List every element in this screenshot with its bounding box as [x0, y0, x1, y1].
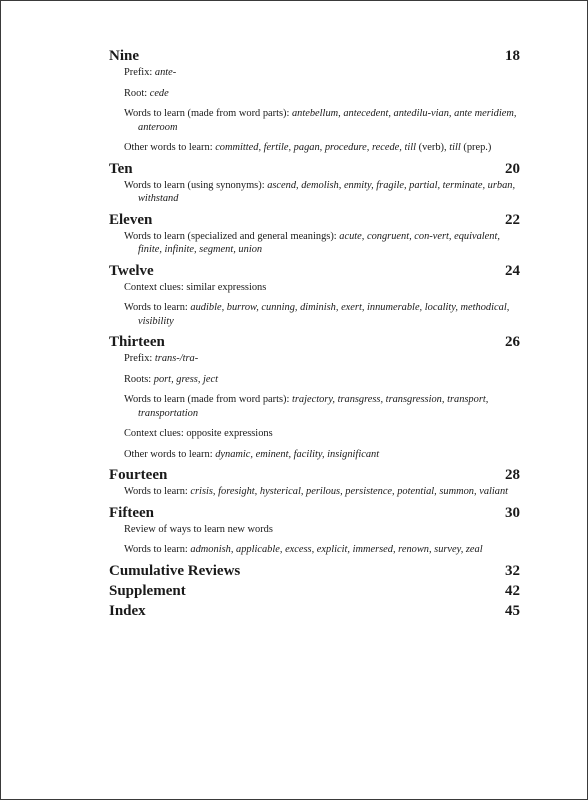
chapter-eleven: [109, 211, 520, 257]
chapter-page-number: 28: [505, 467, 520, 483]
chapter-page-number: 24: [505, 262, 520, 279]
chapter-heading: [109, 47, 520, 65]
toc-entry: [109, 87, 520, 101]
entry-suffix-2: (prep.): [460, 142, 492, 153]
chapter-page-number: 30: [505, 504, 520, 521]
section-cumulative-reviews: [109, 562, 520, 580]
entry-label: Roots:: [124, 373, 154, 385]
chapter-heading: [109, 333, 520, 351]
chapter-title: Fourteen: [109, 467, 168, 483]
chapter-ten: [109, 160, 520, 206]
toc-entry: [109, 107, 520, 134]
chapter-heading: [109, 160, 520, 178]
section-page-number: 45: [505, 602, 520, 619]
entry-words: ascend, demolish, enmity, fragile, partial, terminate, urban, withstand: [138, 179, 516, 204]
chapter-page-number: 26: [505, 334, 520, 350]
chapter-fifteen: [109, 504, 520, 557]
entry-label: Context clues: similar expressions: [124, 281, 267, 293]
chapter-title: Eleven: [109, 211, 153, 228]
entry-label: Words to learn (made from word parts):: [124, 394, 292, 405]
chapter-fourteen: [109, 466, 520, 499]
chapter-twelve: [109, 262, 520, 329]
entry-suffix: (verb),: [416, 142, 450, 153]
toc-entry: [109, 373, 520, 387]
section-heading: [109, 602, 520, 620]
chapter-page-number: 18: [505, 48, 520, 64]
entry-words: committed, fertile, pagan, procedure, recede, till: [215, 142, 417, 153]
entry-label: Context clues: opposite expressions: [124, 428, 273, 439]
entry-label: Other words to learn:: [124, 142, 216, 153]
entry-words: ante-: [154, 67, 177, 78]
chapter-page-number: 22: [505, 211, 520, 228]
entry-words: crisis, foresight, hysterical, perilous, persistence, potential, summon, valiant: [190, 486, 509, 497]
toc-entry: [109, 485, 520, 499]
entry-label: Words to learn (made from word parts):: [124, 108, 292, 119]
chapter-heading: [109, 211, 520, 229]
entry-words: trans-/tra-: [154, 353, 199, 364]
entry-label: Root:: [124, 87, 150, 99]
chapter-title: Thirteen: [109, 334, 165, 350]
toc-entry: [109, 352, 520, 366]
entry-words: audible, burrow, cunning, diminish, exert, innumerable, locality, methodical, visibility: [138, 302, 510, 327]
toc-entry: [109, 523, 520, 537]
section-heading: [109, 582, 520, 600]
section-title: Cumulative Reviews: [109, 562, 241, 579]
chapter-page-number: 20: [505, 160, 520, 177]
section-title: Supplement: [109, 582, 186, 599]
toc-entry: [109, 230, 520, 257]
entry-label: Words to learn:: [124, 302, 191, 313]
toc-entry: [109, 141, 520, 155]
entry-label: Words to learn:: [124, 486, 191, 497]
toc-entry: [109, 448, 520, 462]
entry-label: Other words to learn:: [124, 448, 216, 460]
chapter-nine: [109, 47, 520, 155]
section-index: [109, 602, 520, 620]
entry-words: antebellum, antecedent, antedilu-vian, ante meridiem, anteroom: [138, 108, 517, 133]
chapter-title: Nine: [109, 48, 139, 64]
entry-words: cede: [149, 87, 169, 99]
section-heading: [109, 562, 520, 580]
chapter-heading: [109, 262, 520, 280]
chapter-title: Twelve: [109, 262, 154, 279]
toc-entry: [109, 66, 520, 80]
table-of-contents: [109, 47, 520, 622]
toc-entry: [109, 543, 520, 557]
entry-words: trajectory, transgress, transgression, transport, transportation: [138, 394, 489, 419]
toc-entry: [109, 179, 520, 206]
back-matter: [109, 562, 520, 620]
chapter-thirteen: [109, 333, 520, 461]
section-page-number: 32: [505, 562, 520, 579]
entry-words: admonish, applicable, excess, explicit, immersed, renown, survey, zeal: [190, 544, 483, 555]
entry-words: port, gress, ject: [153, 373, 219, 385]
entry-label: Prefix:: [124, 67, 155, 78]
entry-words: acute, congruent, con-vert, equivalent, finite, infinite, segment, union: [138, 230, 500, 255]
chapter-heading: [109, 466, 520, 484]
entry-label: Words to learn:: [124, 544, 191, 555]
toc-entry: [109, 301, 520, 328]
chapter-heading: [109, 504, 520, 522]
entry-label: Words to learn (specialized and general meanings):: [124, 230, 340, 242]
toc-entry: [109, 393, 520, 420]
chapter-title: Fifteen: [109, 504, 154, 521]
chapter-title: Ten: [109, 160, 133, 177]
section-supplement: [109, 582, 520, 600]
entry-label: Prefix:: [124, 353, 155, 364]
toc-entry: [109, 281, 520, 295]
entry-label: Review of ways to learn new words: [124, 523, 273, 535]
entry-words: dynamic, eminent, facility, insignificant: [215, 448, 380, 460]
entry-label: Words to learn (using synonyms):: [124, 179, 268, 191]
toc-entry: [109, 427, 520, 441]
entry-words-2: till: [449, 142, 461, 153]
section-title: Index: [109, 602, 146, 619]
section-page-number: 42: [505, 582, 520, 599]
